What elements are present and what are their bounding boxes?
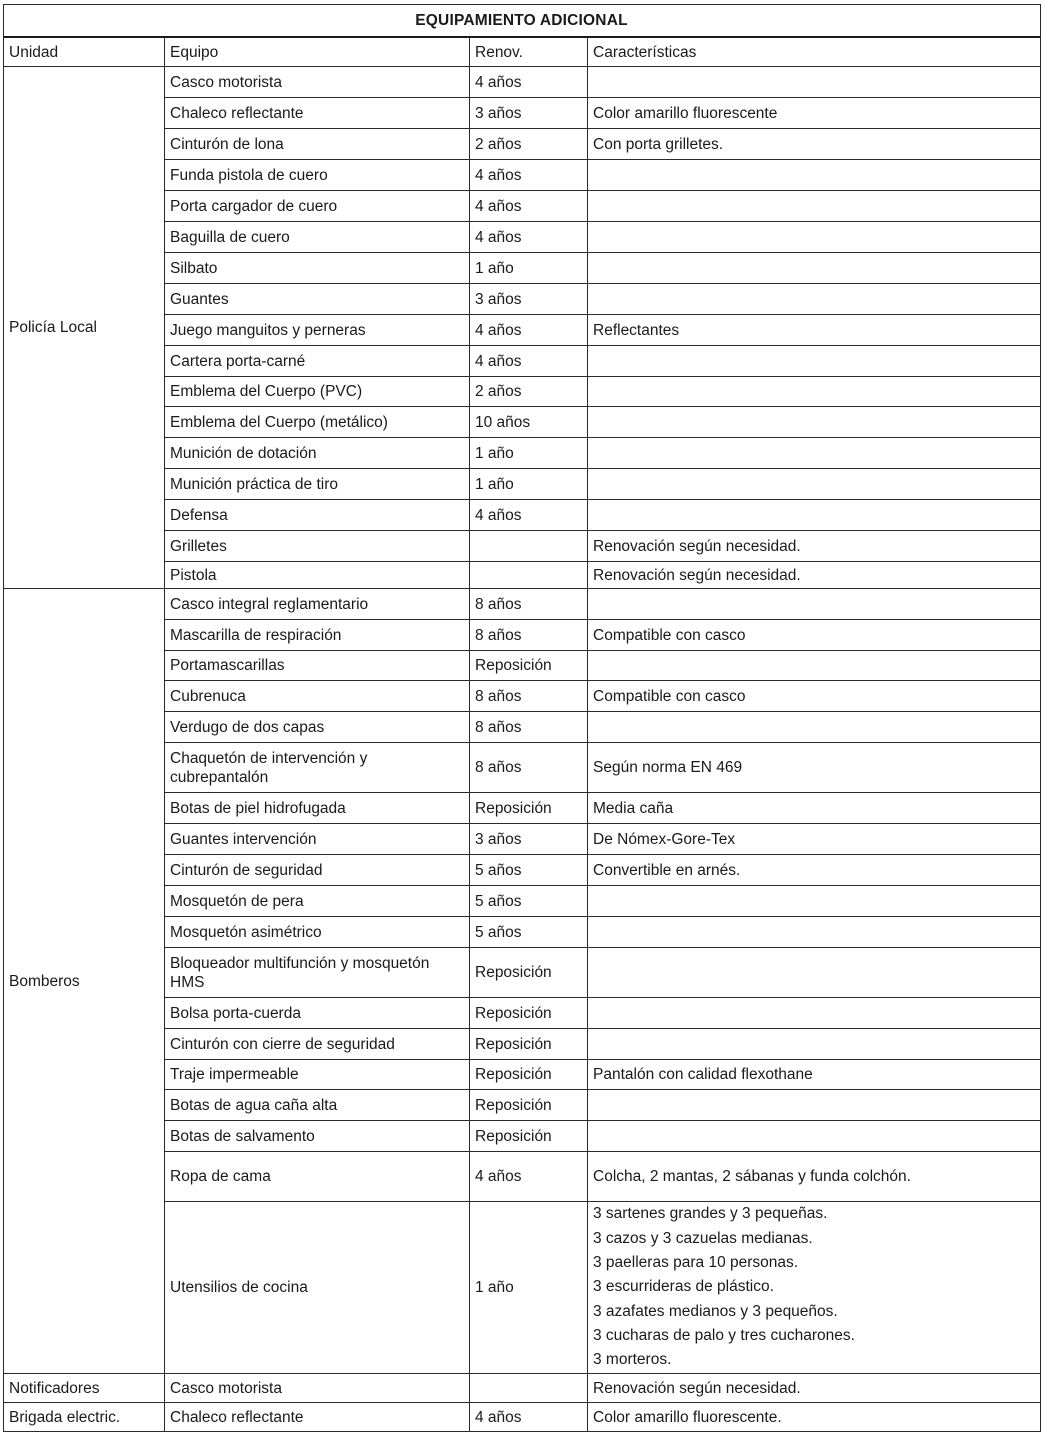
features-cell: Compatible con casco (588, 620, 1041, 651)
features-cell: Con porta grilletes. (588, 129, 1041, 160)
renewal-cell: 4 años (470, 315, 588, 346)
features-cell (588, 589, 1041, 620)
table-row (4, 67, 1041, 98)
renewal-cell: 4 años (470, 222, 588, 253)
renewal-cell (470, 1374, 588, 1403)
features-cell (588, 160, 1041, 191)
renewal-cell (470, 531, 588, 562)
renewal-cell (470, 562, 588, 589)
renewal-cell: 4 años (470, 346, 588, 377)
renewal-cell: 2 años (470, 377, 588, 407)
equipment-cell: Silbato (165, 253, 470, 284)
equipment-cell: Portamascarillas (165, 651, 470, 681)
features-cell (588, 1029, 1041, 1060)
equipment-cell: Guantes intervención (165, 824, 470, 855)
unit-cell: Brigada electric. (4, 1403, 165, 1432)
equipment-cell: Mascarilla de respiración (165, 620, 470, 651)
features-cell (588, 651, 1041, 681)
renewal-cell: 4 años (470, 67, 588, 98)
features-cell (588, 377, 1041, 407)
equipment-cell: Bolsa porta-cuerda (165, 998, 470, 1029)
features-cell (588, 67, 1041, 98)
equipment-cell: Chaleco reflectante (165, 1403, 470, 1432)
features-cell: Pantalón con calidad flexothane (588, 1060, 1041, 1090)
renewal-cell: 4 años (470, 191, 588, 222)
equipment-cell: Utensilios de cocina (165, 1202, 470, 1374)
renewal-cell: Reposición (470, 1121, 588, 1152)
equipment-cell: Pistola (165, 562, 470, 589)
equipment-cell: Funda pistola de cuero (165, 160, 470, 191)
renewal-cell: 4 años (470, 1152, 588, 1202)
header-row (4, 37, 1041, 67)
equipment-cell: Mosquetón de pera (165, 886, 470, 917)
equipment-cell: Juego manguitos y perneras (165, 315, 470, 346)
features-cell (588, 469, 1041, 500)
features-cell (588, 917, 1041, 948)
equipment-cell: Cubrenuca (165, 681, 470, 712)
features-cell (588, 886, 1041, 917)
equipment-cell: Munición práctica de tiro (165, 469, 470, 500)
equipment-cell: Cinturón de seguridad (165, 855, 470, 886)
renewal-cell: 4 años (470, 1403, 588, 1432)
features-cell (588, 438, 1041, 469)
features-cell: Media caña (588, 793, 1041, 824)
features-cell (588, 500, 1041, 531)
features-cell (588, 1121, 1041, 1152)
equipment-cell: Botas de agua caña alta (165, 1090, 470, 1121)
equipment-cell: Guantes (165, 284, 470, 315)
equipment-cell: Defensa (165, 500, 470, 531)
features-cell (588, 222, 1041, 253)
renewal-cell: 8 años (470, 743, 588, 793)
equipment-cell: Mosquetón asimétrico (165, 917, 470, 948)
renewal-cell: Reposición (470, 1029, 588, 1060)
equipment-cell: Cartera porta-carné (165, 346, 470, 377)
features-cell: Reflectantes (588, 315, 1041, 346)
renewal-cell: Reposición (470, 793, 588, 824)
features-cell (588, 191, 1041, 222)
equipment-cell: Chaquetón de intervención y cubrepantalón (165, 743, 470, 793)
equipment-cell: Cinturón de lona (165, 129, 470, 160)
unit-cell: Policía Local (4, 67, 165, 589)
features-cell (588, 346, 1041, 377)
renewal-cell: 5 años (470, 917, 588, 948)
equipment-cell: Casco integral reglamentario (165, 589, 470, 620)
equipment-cell: Traje impermeable (165, 1060, 470, 1090)
features-list: 3 sartenes grandes y 3 pequeñas. 3 cazos y 3 cazuelas medianas. 3 paelleras para 10 personas. 3 escurrideras de plástico. 3 azafates medianos y 3 pequeños. 3 cucharas de palo y tres cucharones. 3 morteros. (593, 1205, 855, 1369)
renewal-cell: Reposición (470, 1060, 588, 1090)
renewal-cell: 5 años (470, 855, 588, 886)
header-equipment: Equipo (165, 37, 470, 67)
equipment-cell: Bloqueador multifunción y mosquetón HMS (165, 948, 470, 998)
features-cell (588, 284, 1041, 315)
equipment-cell: Casco motorista (165, 1374, 470, 1403)
features-cell: Convertible en arnés. (588, 855, 1041, 886)
features-cell (588, 998, 1041, 1029)
equipment-cell: Emblema del Cuerpo (PVC) (165, 377, 470, 407)
features-cell: Renovación según necesidad. (588, 531, 1041, 562)
equipment-cell: Chaleco reflectante (165, 98, 470, 129)
renewal-cell: 3 años (470, 284, 588, 315)
header-unit: Unidad (4, 37, 165, 67)
renewal-cell: 10 años (470, 407, 588, 438)
equipment-cell: Emblema del Cuerpo (metálico) (165, 407, 470, 438)
renewal-cell: 8 años (470, 712, 588, 743)
unit-cell: Bomberos (4, 589, 165, 1374)
features-cell (588, 407, 1041, 438)
features-cell: Renovación según necesidad. (588, 1374, 1041, 1403)
equipment-table (3, 4, 1041, 1432)
title-row (4, 5, 1041, 38)
features-cell: Compatible con casco (588, 681, 1041, 712)
renewal-cell: 1 año (470, 469, 588, 500)
renewal-cell: 8 años (470, 681, 588, 712)
features-cell: Color amarillo fluorescente (588, 98, 1041, 129)
renewal-cell: Reposición (470, 651, 588, 681)
renewal-cell: 8 años (470, 620, 588, 651)
features-cell: Renovación según necesidad. (588, 562, 1041, 589)
equipment-cell: Baguilla de cuero (165, 222, 470, 253)
features-cell (588, 1090, 1041, 1121)
renewal-cell: 8 años (470, 589, 588, 620)
equipment-cell: Botas de piel hidrofugada (165, 793, 470, 824)
equipment-cell: Grilletes (165, 531, 470, 562)
header-features: Características (588, 37, 1041, 67)
features-cell: Color amarillo fluorescente. (588, 1403, 1041, 1432)
equipment-cell: Porta cargador de cuero (165, 191, 470, 222)
renewal-cell: 2 años (470, 129, 588, 160)
table-row (4, 589, 1041, 620)
renewal-cell: 4 años (470, 160, 588, 191)
table-body (4, 67, 1041, 1432)
equipment-cell: Botas de salvamento (165, 1121, 470, 1152)
features-cell: De Nómex-Gore-Tex (588, 824, 1041, 855)
renewal-cell: 1 año (470, 438, 588, 469)
table-row (4, 1374, 1041, 1403)
renewal-cell: Reposición (470, 1090, 588, 1121)
features-cell (588, 712, 1041, 743)
table-title: EQUIPAMIENTO ADICIONAL (4, 5, 1041, 38)
renewal-cell: Reposición (470, 998, 588, 1029)
features-cell: Colcha, 2 mantas, 2 sábanas y funda colchón. (588, 1152, 1041, 1202)
unit-cell: Notificadores (4, 1374, 165, 1403)
equipment-cell: Cinturón con cierre de seguridad (165, 1029, 470, 1060)
table-row (4, 1403, 1041, 1432)
renewal-cell: 4 años (470, 500, 588, 531)
features-cell (588, 253, 1041, 284)
renewal-cell: Reposición (470, 948, 588, 998)
renewal-cell: 5 años (470, 886, 588, 917)
features-cell (588, 948, 1041, 998)
renewal-cell: 3 años (470, 824, 588, 855)
equipment-cell: Ropa de cama (165, 1152, 470, 1202)
equipment-cell: Verdugo de dos capas (165, 712, 470, 743)
renewal-cell: 1 año (470, 253, 588, 284)
features-cell (588, 1202, 1041, 1374)
equipment-cell: Casco motorista (165, 67, 470, 98)
equipment-cell: Munición de dotación (165, 438, 470, 469)
renewal-cell: 3 años (470, 98, 588, 129)
features-cell: Según norma EN 469 (588, 743, 1041, 793)
renewal-cell: 1 año (470, 1202, 588, 1374)
header-renewal: Renov. (470, 37, 588, 67)
